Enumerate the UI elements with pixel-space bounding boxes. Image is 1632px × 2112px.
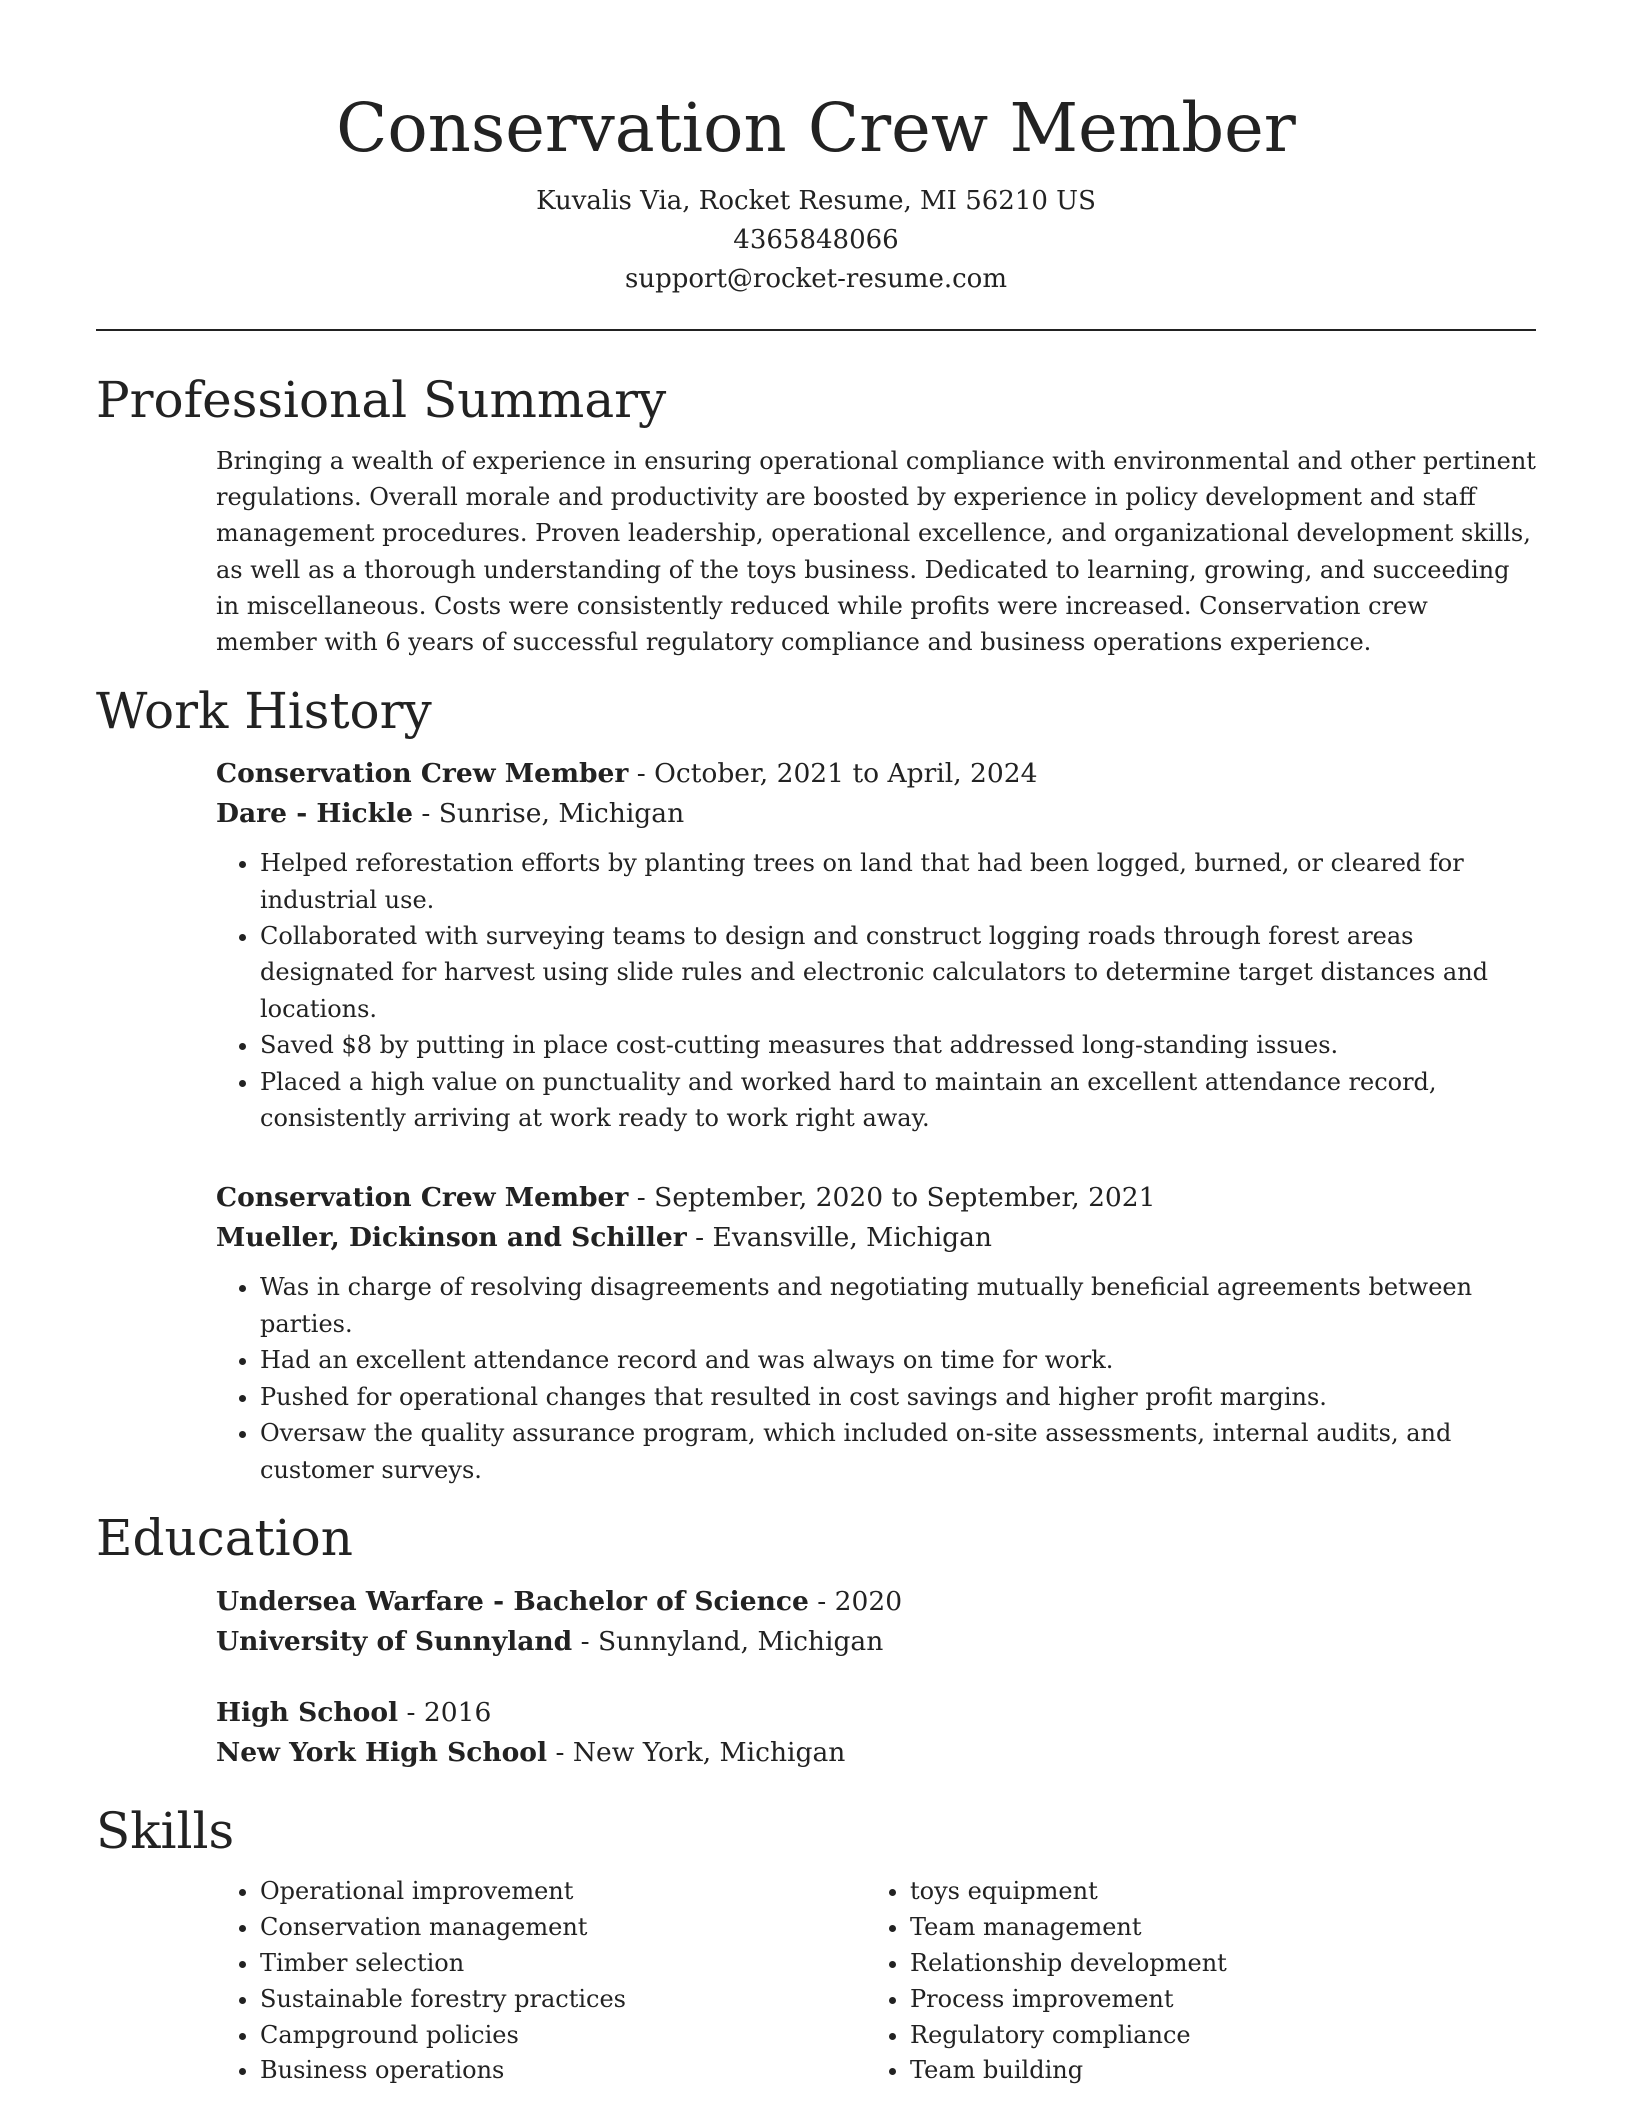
school-line <box>216 1622 1536 1662</box>
summary-section <box>96 368 1536 660</box>
list-item: • toys equipment <box>910 1874 1516 1910</box>
list-item: • Process improvement <box>910 1982 1516 2018</box>
work-history-heading: Work History <box>96 682 432 741</box>
job-title-line <box>216 1178 1536 1218</box>
school-line <box>216 1733 1536 1773</box>
job-role: Conservation Crew Member <box>216 1182 629 1214</box>
list-item: • Operational improvement <box>260 1874 866 1910</box>
job-title-line <box>216 754 1536 794</box>
phone: 4365848066 <box>733 225 899 255</box>
skills-heading: Skills <box>96 1801 235 1860</box>
resume-header <box>96 0 1536 299</box>
candidate-name: Conservation Crew Member <box>336 89 1296 167</box>
list-item: • Helped reforestation efforts by planting trees on land that had been logged, burned, or cleared for industrial use. <box>260 845 1536 918</box>
job-entry <box>216 754 1536 1136</box>
job-bullets <box>216 1269 1536 1487</box>
list-item: • Regulatory compliance <box>910 2018 1516 2054</box>
skills-list-right <box>866 1874 1516 2089</box>
education-entry <box>216 1582 1536 1662</box>
summary-heading: Professional Summary <box>96 371 667 429</box>
job-role: Conservation Crew Member <box>216 758 629 790</box>
list-item: • Conservation management <box>260 1910 866 1946</box>
list-item: • Was in charge of resolving disagreements and negotiating mutually beneficial agreements between parties. <box>260 1269 1536 1342</box>
degree: High School <box>216 1696 399 1728</box>
job-entry <box>216 1178 1536 1487</box>
education-heading: Education <box>96 1508 353 1567</box>
list-item: • Business operations <box>260 2053 866 2089</box>
list-item: • Oversaw the quality assurance program, which included on-site assessments, internal audits, and customer surveys. <box>260 1415 1536 1488</box>
list-item: • Pushed for operational changes that resulted in cost savings and higher profit margins. <box>260 1379 1536 1415</box>
skills-section <box>96 1799 1536 2089</box>
list-item: • Saved $8 by putting in place cost-cutting measures that addressed long-standing issues. <box>260 1027 1536 1063</box>
graduation-year: - 2020 <box>808 1585 903 1617</box>
job-location: - Evansville, Michigan <box>686 1222 993 1254</box>
degree-line <box>216 1693 1536 1733</box>
graduation-year: - 2016 <box>398 1696 492 1728</box>
school-name: New York High School <box>216 1736 548 1768</box>
job-company-line <box>216 794 1536 834</box>
address: Kuvalis Via, Rocket Resume, MI 56210 US <box>536 186 1096 216</box>
contact-info <box>96 182 1536 299</box>
job-company: Mueller, Dickinson and Schiller <box>216 1222 687 1254</box>
education-section <box>96 1506 1536 1773</box>
list-item: • Relationship development <box>910 1946 1516 1982</box>
job-dates: - October, 2021 to April, 2024 <box>628 758 1038 790</box>
education-entry <box>216 1693 1536 1773</box>
list-item: • Collaborated with surveying teams to design and construct logging roads through forest areas designated for harvest using slide rules and electronic calculators to determine target distances and locations. <box>260 918 1536 1027</box>
school-name: University of Sunnyland <box>216 1625 573 1657</box>
school-location: - New York, Michigan <box>547 1736 846 1768</box>
summary-text: Bringing a wealth of experience in ensuring operational compliance with environmental and other pertinent regulations. Overall morale and productivity are boosted by experience in policy development and staff management procedures. Proven leadership, operational excellence, and organizational development skills, as well as a thorough understanding of the toys business. Dedicated to learning, growing, and succeeding in miscellaneous. Costs were consistently reduced while profits were increased. Conservation crew member with 6 years of successful regulatory compliance and business operations experience. <box>216 447 1536 657</box>
email: support@rocket-resume.com <box>624 264 1007 294</box>
job-company-line <box>216 1218 1536 1258</box>
list-item: • Team management <box>910 1910 1516 1946</box>
skills-list-left <box>216 1874 866 2089</box>
school-location: - Sunnyland, Michigan <box>572 1625 884 1657</box>
list-item: • Team building <box>910 2053 1516 2089</box>
list-item: • Had an excellent attendance record and was always on time for work. <box>260 1342 1536 1378</box>
header-divider <box>96 329 1536 331</box>
job-dates: - September, 2020 to September, 2021 <box>628 1182 1156 1214</box>
job-company: Dare - Hickle <box>216 798 413 830</box>
skills-columns <box>216 1874 1536 2089</box>
job-bullets <box>216 845 1536 1136</box>
degree: Undersea Warfare - Bachelor of Science <box>216 1585 809 1617</box>
list-item: • Campground policies <box>260 2018 866 2054</box>
work-history-section <box>96 679 1536 1488</box>
list-item: • Sustainable forestry practices <box>260 1982 866 2018</box>
degree-line <box>216 1582 1536 1622</box>
list-item: • Timber selection <box>260 1946 866 1982</box>
list-item: • Placed a high value on punctuality and worked hard to maintain an excellent attendance record, consistently arriving at work ready to work right away. <box>260 1064 1536 1137</box>
job-location: - Sunrise, Michigan <box>412 798 685 830</box>
